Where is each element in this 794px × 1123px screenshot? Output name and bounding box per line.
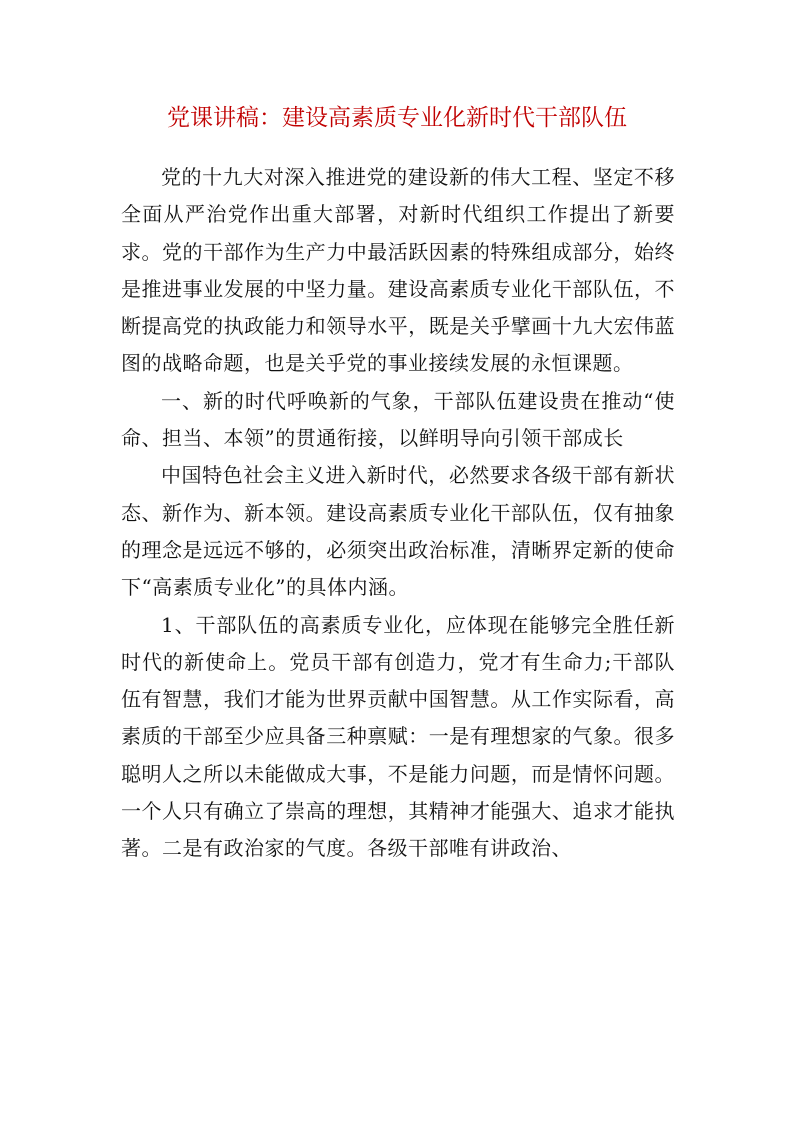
paragraph-intro: 党的十九大对深入推进党的建设新的伟大工程、坚定不移全面从严治党作出重大部署，对新时代组织工作提出了新要求。党的干部作为生产力中最活跃因素的特殊组成部分，始终是推进事业发展的中坚力量。建设高素质专业化干部队伍，不断提高党的执政能力和领导水平，既是关乎擘画十九大宏伟蓝图的战略命题，也是关乎党的事业接续发展的永恒课题。 [121,165,675,376]
paragraph-point-one: 1、干部队伍的高素质专业化，应体现在能够完全胜任新时代的新使命上。党员干部有创造力，党才有生命力;干部队伍有智慧，我们才能为世界贡献中国智慧。从工作实际看，高素质的干部至少应具备三种禀赋：一是有理想家的气象。很多聪明人之所以未能做成大事，不是能力问题，而是情怀问题。一个人只有确立了崇高的理想，其精神才能强大、追求才能执著。二是有政治家的气度。各级干部唯有讲政治、 [121,612,675,861]
paragraph-section-heading: 一、新的时代呼唤新的气象，干部队伍建设贵在推动“使命、担当、本领”的贯通衔接，以鲜明导向引领干部成长 [121,388,675,451]
document-body [121,159,675,868]
paragraph-section-intro: 中国特色社会主义进入新时代，必然要求各级干部有新状态、新作为、新本领。建设高素质专业化干部队伍，仅有抽象的理念是远远不够的，必须突出政治标准，清晰界定新的使命下“高素质专业化”的具体内涵。 [121,463,675,600]
document-title: 党课讲稿：建设高素质专业化新时代干部队伍 [167,105,627,131]
